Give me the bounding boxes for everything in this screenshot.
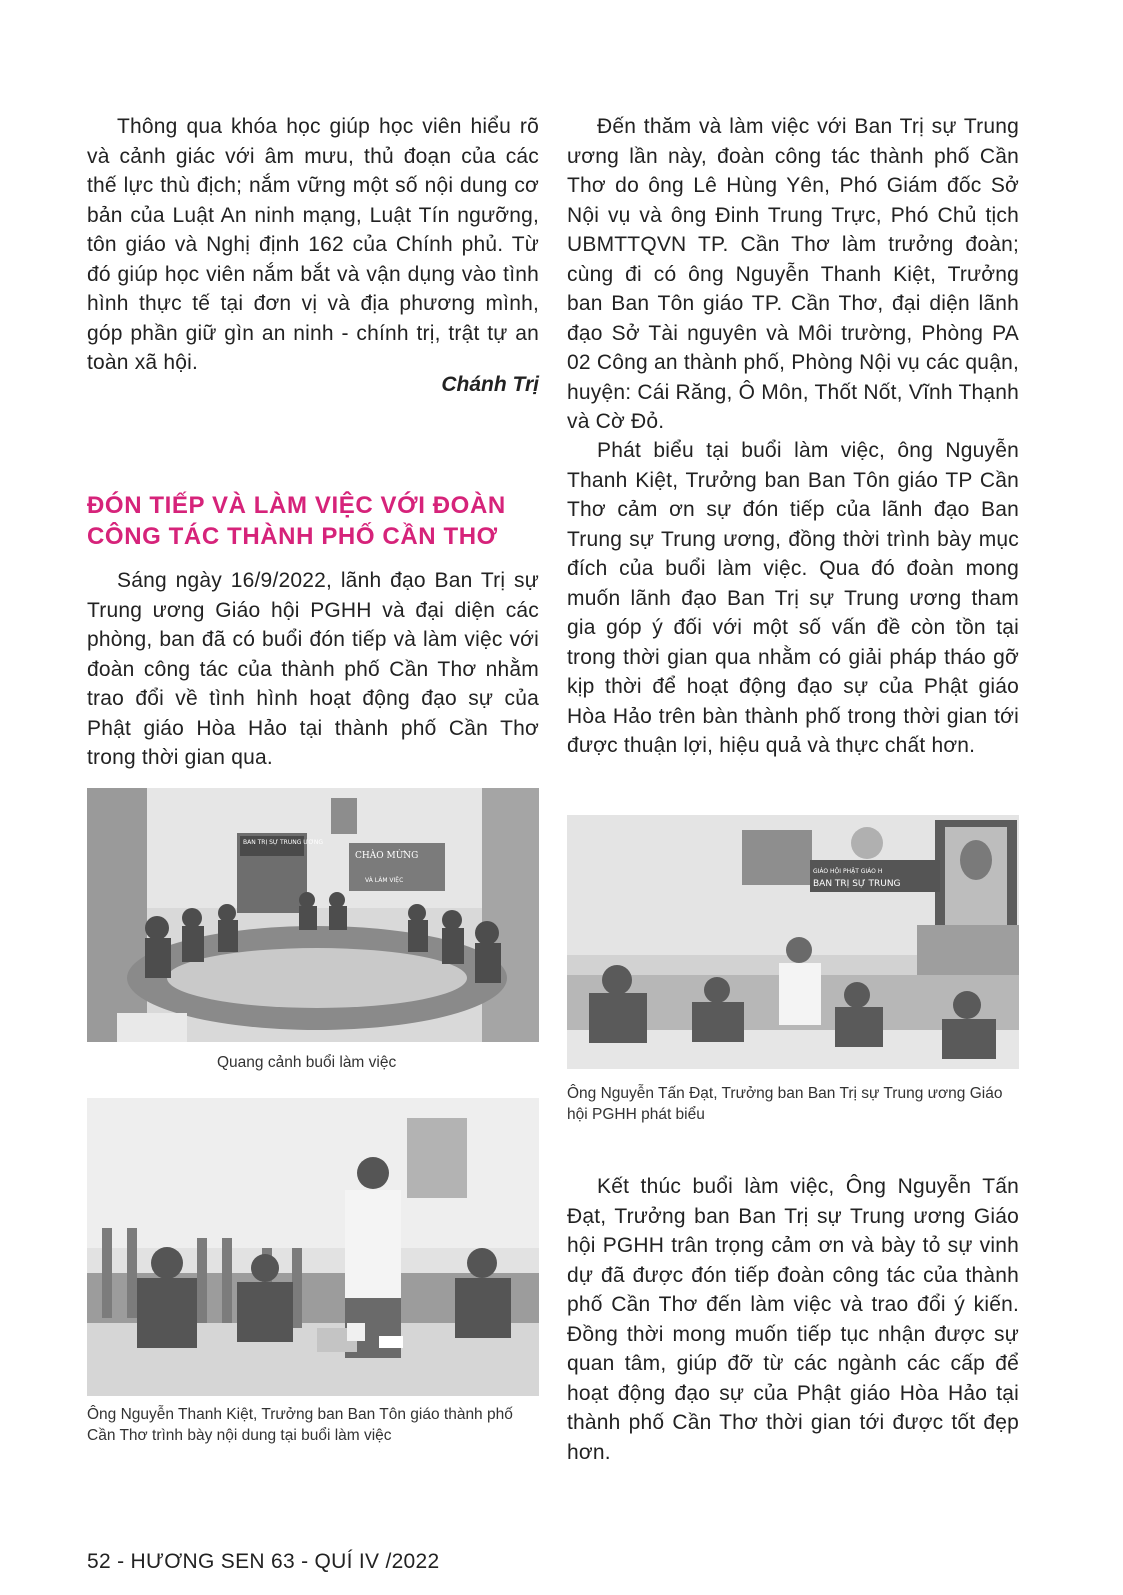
- photo3-banner-text: BAN TRỊ SỰ TRUNG: [813, 879, 901, 889]
- right-paragraph-3: Kết thúc buổi làm việc, Ông Nguyễn Tấn Đạt, Trưởng ban Ban Trị sự Trung ương Giáo hội PGHH trân trọng cảm ơn và bày tỏ sự vinh dự đã được đón tiếp đoàn công tác của thành phố Cần Thơ đến làm việc và trao đổi ý kiến. Đồng thời mong muốn tiếp tục nhận được sự quan tâm, giúp đỡ từ các ngành các cấp để hoạt động đạo sự của Phật giáo Hòa Hảo tại thành phố Cần Thơ thời gian tới được tốt đẹp hơn.: [567, 1175, 1019, 1464]
- meeting-room-photo-image: [87, 788, 539, 1042]
- page-footer: 52 - HƯƠNG SEN 63 - QUÍ IV /2022: [87, 1550, 440, 1573]
- meeting-room-photo-caption: Quang cảnh buổi làm việc: [217, 1054, 397, 1071]
- speaker-photo-image: [87, 1098, 539, 1396]
- chairman-speaking-photo: [567, 815, 1019, 1069]
- article-headline: ĐÓN TIẾP VÀ LÀM VIỆC VỚI ĐOÀN CÔNG TÁC THÀNH PHỐ CẦN THƠ: [87, 492, 506, 550]
- right-paragraph-1: Đến thăm và làm việc với Ban Trị sự Trung ương lần này, đoàn công tác thành phố Cần Thơ do ông Lê Hùng Yên, Phó Giám đốc Sở Nội vụ và ông Đinh Trung Trực, Phó Chủ tịch UBMTTQVN TP. Cần Thơ làm trưởng đoàn; cùng đi có ông Nguyễn Thanh Kiệt, Trưởng ban Ban Tôn giáo TP. Cần Thơ, đại diện lãnh đạo Sở Tài nguyên và Môi trường, Phòng PA 02 Công an thành phố, Phòng Nội vụ các quận, huyện: Cái Răng, Ô Môn, Thốt Nốt, Vĩnh Thạnh và Cờ Đỏ.: [567, 115, 1019, 433]
- photo-banner-text-right: CHÀO MỪNG: [355, 851, 419, 861]
- photo3-banner-top-text: GIÁO HỘI PHẬT GIÁO H: [813, 868, 883, 875]
- photo-banner-text-left: BAN TRỊ SỰ TRUNG ƯƠNG: [243, 839, 324, 846]
- meeting-room-photo: [87, 788, 539, 1042]
- article-intro-paragraph: Sáng ngày 16/9/2022, lãnh đạo Ban Trị sự Trung ương Giáo hội PGHH và đại diện các phòng, ban đã có buổi đón tiếp và làm việc với đoàn công tác của thành phố Cần Thơ nhằm trao đổi về tình hình hoạt động đạo sự của Phật giáo Hòa Hảo tại thành phố Cần Thơ trong thời gian qua.: [87, 569, 539, 769]
- speaker-photo: [87, 1098, 539, 1396]
- right-paragraph-2: Phát biểu tại buổi làm việc, ông Nguyễn Thanh Kiệt, Trưởng ban Ban Tôn giáo TP Cần Thơ cảm ơn sự đón tiếp của lãnh đạo Ban Trung sự Trung ương, đồng thời trình bày mục đích của buổi làm việc. Qua đó đoàn mong muốn lãnh đạo Ban Trị sự Trung ương tham gia góp ý đối với một số vấn đề còn tồn tại trong thời gian qua nhằm có giải pháp tháo gỡ kịp thời để hoạt động đạo sự của Phật giáo Hòa Hảo trên bàn thành phố trong thời gian tới được thuận lợi, hiệu quả và thực chất hơn.: [567, 439, 1019, 757]
- photo-banner-text-right-sub: VÀ LÀM VIỆC: [365, 877, 404, 884]
- intro-paragraph: Thông qua khóa học giúp học viên hiểu rõ và cảnh giác với âm mưu, thủ đoạn của các thế lực thù địch; nắm vững một số nội dung cơ bản của Luật An ninh mạng, Luật Tín ngưỡng, tôn giáo và Nghị định 162 của Chính phủ. Từ đó giúp học viên nắm bắt và vận dụng vào tình hình thực tế tại đơn vị và địa phương mình, góp phần giữ gìn an ninh - chính trị, trật tự an toàn xã hội.: [87, 115, 539, 374]
- speaker-photo-caption: Ông Nguyễn Thanh Kiệt, Trưởng ban Ban Tôn giáo thành phố Cần Thơ trình bày nội dung tại buổi làm việc: [87, 1406, 513, 1444]
- chairman-speaking-photo-caption: Ông Nguyễn Tấn Đạt, Trưởng ban Ban Trị sự Trung ương Giáo hội PGHH phát biểu: [567, 1085, 1003, 1123]
- byline: Chánh Trị: [441, 373, 539, 396]
- chairman-speaking-photo-image: [567, 815, 1019, 1069]
